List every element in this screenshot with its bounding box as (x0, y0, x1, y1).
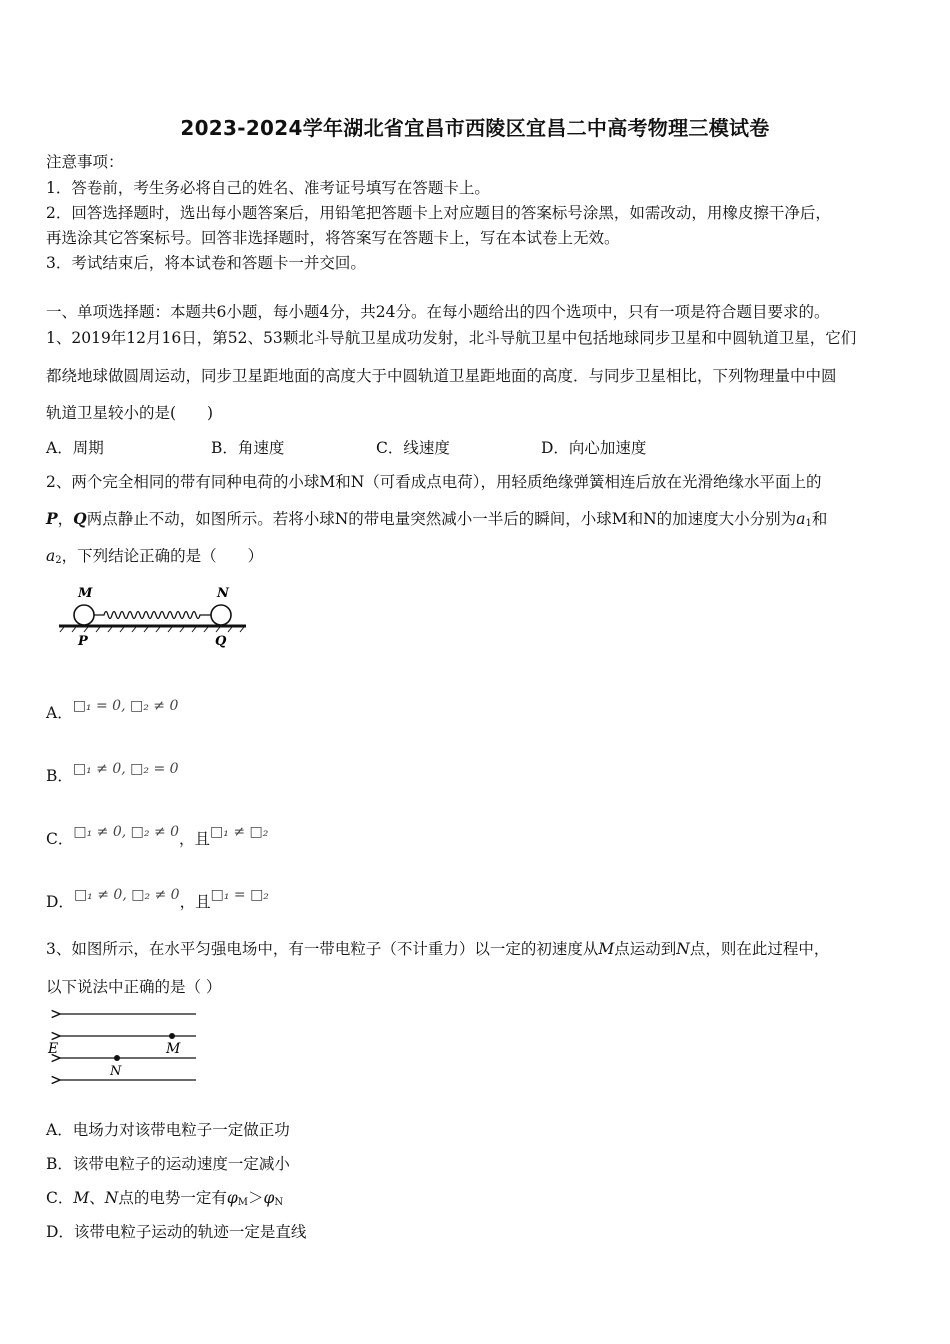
q2-line-1: 2、两个完全相同的带有同种电荷的小球M和N（可看成点电荷），用轻质绝缘弹簧相连后放在光滑绝缘水平面上的 (46, 473, 822, 491)
q1-line-3: 轨道卫星较小的是( ) (46, 404, 214, 422)
q3-line-1a: 3、如图所示，在水平匀强电场中，有一带电粒子（不计重力）以一定的初速度从 (46, 940, 599, 958)
q2-a1-sub: 1 (805, 518, 812, 529)
q2-option-d-extra-expr: □₁ = □₂ (210, 887, 269, 903)
section-heading: 一、单项选择题：本题共6小题，每小题4分，共24分。在每小题给出的四个选项中，只有一项是符合题目要求的。 (46, 303, 830, 321)
q2-option-c-extra-expr: □₁ ≠ □₂ (210, 824, 269, 840)
q2-ground-hatch (60, 627, 244, 632)
q3-point-n: N (676, 940, 690, 958)
q2-spring-figure (56, 584, 256, 650)
q2-option-c-extra: ，且 (179, 830, 211, 848)
q1-line-2: 都绕地球做圆周运动，同步卫星距地面的高度大于中圆轨道卫星距地面的高度．与同步卫星相比，下列物理量中中圆 (46, 367, 837, 385)
q2-line-2-text: 两点静止不动，如图所示。若将小球N的带电量突然减小一半后的瞬间，小球M和N的加速度大小分别为 (86, 510, 797, 528)
q3-option-c-sep: 、 (89, 1189, 105, 1207)
q2-label-q: Q (215, 634, 227, 649)
q3-point-m-dot (169, 1033, 175, 1039)
q2-line-2 (46, 507, 827, 529)
q3-line-1c: 点，则在此过程中， (689, 940, 830, 958)
q3-point-n-dot (114, 1055, 120, 1061)
q3-option-c-sub-m: M (237, 1197, 248, 1208)
q1-option-d[interactable]: D．向心加速度 (541, 439, 647, 457)
q2-option-a-expr: □₁ = 0, □₂ ≠ 0 (72, 698, 179, 714)
q3-option-c-letter: C． (46, 1189, 74, 1207)
q3-label-n: N (110, 1064, 122, 1079)
q2-a2: a (46, 547, 56, 565)
q1-line-1: 1、2019年12月16日，第52、53颗北斗导航卫星成功发射，北斗导航卫星中包括地球同步卫星和中圆轨道卫星，它们 (46, 329, 857, 347)
notice-heading: 注意事项： (46, 153, 124, 171)
q2-point-q: Q (73, 509, 87, 528)
q3-option-c-sub-n: N (274, 1197, 284, 1208)
q2-sep: ， (57, 510, 74, 528)
page-title: 2023-2024学年湖北省宜昌市西陵区宜昌二中高考物理三模试卷 (180, 116, 770, 140)
q2-a2-sub: 2 (55, 555, 62, 566)
notice-item-1: 1．答卷前，考生务必将自己的姓名、准考证号填写在答题卡上。 (46, 179, 490, 197)
q2-option-b-expr: □₁ ≠ 0, □₂ = 0 (72, 761, 179, 777)
q1-option-b[interactable]: B．角速度 (211, 439, 285, 457)
q3-option-c-text: 点的电势一定有 (118, 1189, 227, 1207)
q2-point-p: P (46, 509, 58, 528)
q2-option-d-expr: □₁ ≠ 0, □₂ ≠ 0 (73, 887, 180, 903)
q3-line-1b: 点运动到 (614, 940, 677, 958)
q2-label-n: N (217, 586, 229, 601)
q3-option-c-gt: ＞ (247, 1189, 264, 1207)
q3-line-1 (46, 937, 829, 959)
q2-ball-n (211, 605, 231, 625)
q3-option-b[interactable]: B．该带电粒子的运动速度一定减小 (46, 1155, 290, 1173)
q2-line-3 (46, 544, 263, 566)
q1-option-c[interactable]: C．线速度 (376, 439, 450, 457)
notice-item-3: 3．考试结束后，将本试卷和答题卡一并交回。 (46, 254, 366, 272)
q3-option-c-m: M (73, 1189, 90, 1207)
notice-item-2b: 再选涂其它答案标号。回答非选择题时，将答案写在答题卡上，写在本试卷上无效。 (46, 229, 620, 247)
q2-ball-m (74, 605, 94, 625)
q2-label-m: M (78, 586, 93, 601)
q2-spring (94, 612, 211, 619)
q2-line-3-text: ，下列结论正确的是（ ） (61, 547, 264, 565)
q3-option-c-phi-n: φ (263, 1189, 275, 1207)
q3-line-2: 以下说法中正确的是（ ） (46, 978, 222, 996)
q3-label-e: E (48, 1041, 59, 1057)
notice-item-2a: 2．回答选择题时，选出每小题答案后，用铅笔把答题卡上对应题目的答案标号涂黑，如需改动，用橡皮擦干净后， (46, 204, 831, 222)
q3-label-m: M (166, 1041, 181, 1057)
q3-option-c-n: N (104, 1189, 119, 1207)
q2-option-a-letter: A． (46, 704, 73, 722)
q2-option-c-expr: □₁ ≠ 0, □₂ ≠ 0 (73, 824, 180, 840)
q2-option-b-letter: B． (46, 767, 73, 785)
q2-label-p: P (78, 634, 88, 649)
q2-option-c-letter: C． (46, 830, 74, 848)
q3-point-m: M (598, 940, 615, 958)
q3-option-a[interactable]: A．电场力对该带电粒子一定做正功 (46, 1121, 290, 1139)
q2-option-d-letter: D． (46, 893, 74, 911)
q3-option-c-phi-m: φ (226, 1189, 238, 1207)
q3-field-figure (46, 1006, 206, 1090)
q1-option-a[interactable]: A．周期 (46, 439, 104, 457)
q3-option-d[interactable]: D．该带电粒子运动的轨迹一定是直线 (46, 1223, 307, 1241)
q2-and: 和 (811, 510, 828, 528)
q2-option-c[interactable] (46, 824, 269, 849)
q2-option-d[interactable] (46, 887, 269, 912)
q2-option-d-extra: ，且 (179, 893, 211, 911)
q2-option-b[interactable] (46, 761, 179, 786)
q2-a1: a (796, 510, 806, 528)
q2-option-a[interactable] (46, 698, 179, 723)
q3-option-c[interactable] (46, 1186, 283, 1208)
q1-options (46, 436, 646, 458)
